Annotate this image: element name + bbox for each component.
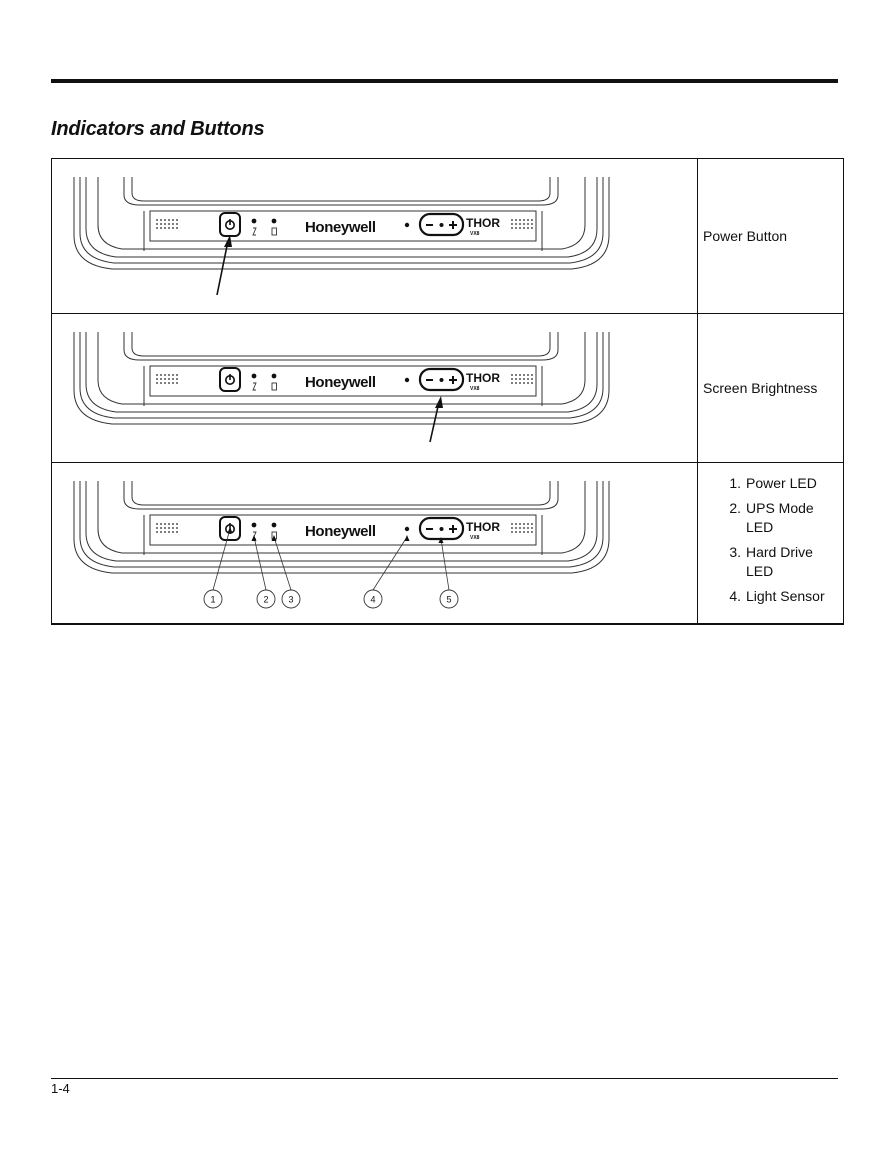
device-bezel [74, 481, 609, 573]
callout-4 [364, 535, 410, 608]
top-rule [51, 79, 838, 83]
figure-cell [52, 159, 698, 314]
indicators-table [51, 158, 844, 625]
svg-text:VX8: VX8 [470, 386, 480, 392]
list-number: 2. [729, 500, 741, 516]
callout-number: 1 [210, 594, 216, 605]
callout-2 [252, 535, 276, 608]
power-button-label: Power Button [703, 228, 788, 244]
list-label: Light Sensor [746, 588, 825, 604]
callout-number: 4 [370, 594, 376, 605]
list-label: Hard Drive LED [746, 544, 813, 579]
svg-text:VX8: VX8 [470, 535, 480, 541]
figure-cell [52, 314, 698, 463]
screen-brightness-label: Screen Brightness [703, 380, 818, 396]
list-label: Power LED [746, 475, 817, 491]
list-number: 3. [729, 544, 741, 560]
pointer-arrowhead [435, 396, 443, 408]
description-cell [698, 463, 844, 625]
device-figure-power-button [52, 159, 697, 313]
page-number: 1-4 [51, 1081, 70, 1096]
svg-text:VX8: VX8 [470, 231, 480, 237]
list-item [703, 587, 843, 606]
list-number: 1. [729, 475, 741, 491]
svg-text:THOR: THOR [466, 216, 500, 230]
device-figure-screen-brightness [52, 314, 697, 462]
svg-text:Honeywell: Honeywell [305, 374, 376, 391]
description-cell [698, 314, 844, 463]
led-list [703, 474, 843, 606]
figure-cell [52, 463, 698, 625]
table-row [52, 314, 844, 463]
bottom-rule [51, 1078, 838, 1079]
callout-number: 2 [263, 594, 269, 605]
svg-text:THOR: THOR [466, 371, 500, 385]
list-label: UPS Mode LED [746, 500, 814, 535]
list-number: 4. [729, 588, 741, 604]
device-figure-indicators [52, 463, 697, 623]
callout-3 [272, 535, 301, 608]
device-bezel [74, 332, 609, 424]
svg-text:Honeywell: Honeywell [305, 219, 376, 236]
table-row [52, 159, 844, 314]
table-row [52, 463, 844, 625]
list-item [703, 499, 843, 537]
device-bezel [74, 177, 609, 269]
list-item [703, 543, 843, 581]
callout-number: 3 [288, 594, 294, 605]
list-item [703, 474, 843, 493]
callout-number: 5 [446, 594, 452, 605]
svg-text:THOR: THOR [466, 520, 500, 534]
description-cell [698, 159, 844, 314]
svg-text:Honeywell: Honeywell [305, 523, 376, 540]
section-title: Indicators and Buttons [51, 118, 265, 140]
